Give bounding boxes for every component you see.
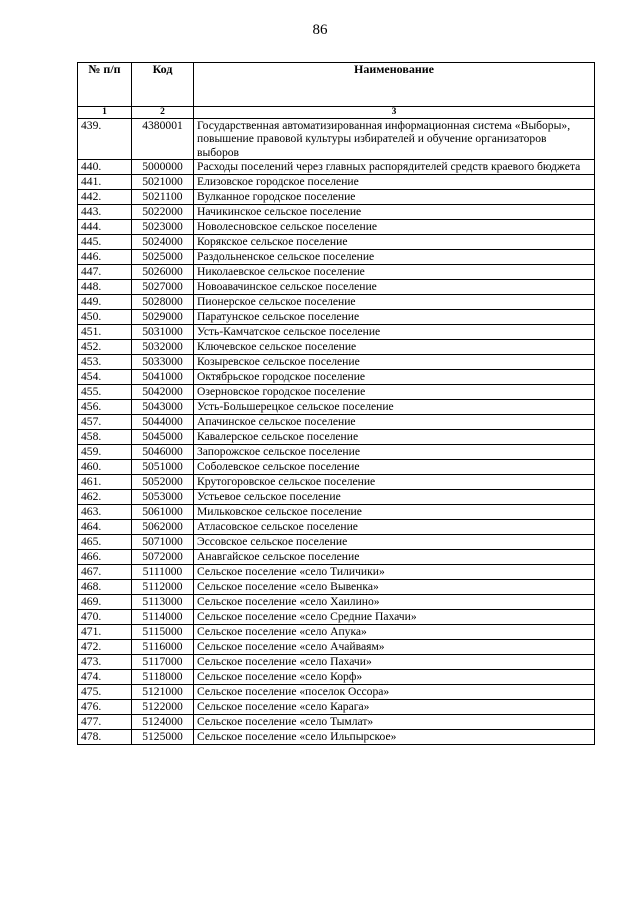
row-code-cell: 5052000 xyxy=(132,475,194,490)
row-number-cell: 466. xyxy=(78,550,132,565)
row-name-cell: Крутогоровское сельское поселение xyxy=(194,475,595,490)
row-number-cell: 449. xyxy=(78,295,132,310)
row-code-cell: 5021100 xyxy=(132,190,194,205)
table-row xyxy=(78,160,595,175)
row-code-cell: 5112000 xyxy=(132,580,194,595)
row-code-cell: 5027000 xyxy=(132,280,194,295)
row-code-cell: 5022000 xyxy=(132,205,194,220)
row-name-cell: Сельское поселение «село Хаилино» xyxy=(194,595,595,610)
row-number-cell: 460. xyxy=(78,460,132,475)
row-number-cell: 453. xyxy=(78,355,132,370)
table-row xyxy=(78,715,595,730)
row-number-cell: 465. xyxy=(78,535,132,550)
table-row xyxy=(78,520,595,535)
row-number-cell: 451. xyxy=(78,325,132,340)
row-code-cell: 5041000 xyxy=(132,370,194,385)
header-num: № п/п xyxy=(78,63,132,107)
row-number-cell: 476. xyxy=(78,700,132,715)
row-number-cell: 471. xyxy=(78,625,132,640)
row-number-cell: 445. xyxy=(78,235,132,250)
row-code-cell: 5124000 xyxy=(132,715,194,730)
row-code-cell: 5115000 xyxy=(132,625,194,640)
row-number-cell: 447. xyxy=(78,265,132,280)
table-row xyxy=(78,400,595,415)
row-code-cell: 5046000 xyxy=(132,445,194,460)
table-row xyxy=(78,625,595,640)
row-code-cell: 5116000 xyxy=(132,640,194,655)
row-name-cell: Сельское поселение «село Вывенка» xyxy=(194,580,595,595)
table-row xyxy=(78,685,595,700)
row-code-cell: 5117000 xyxy=(132,655,194,670)
row-name-cell: Сельское поселение «село Ачайваям» xyxy=(194,640,595,655)
row-name-cell: Сельское поселение «село Средние Пахачи» xyxy=(194,610,595,625)
row-name-cell: Сельское поселение «село Пахачи» xyxy=(194,655,595,670)
table-row xyxy=(78,490,595,505)
row-code-cell: 4380001 xyxy=(132,119,194,160)
table-row xyxy=(78,640,595,655)
row-code-cell: 5051000 xyxy=(132,460,194,475)
row-name-cell: Раздольненское сельское поселение xyxy=(194,250,595,265)
table-row xyxy=(78,250,595,265)
table-row xyxy=(78,325,595,340)
row-number-cell: 470. xyxy=(78,610,132,625)
table-row xyxy=(78,655,595,670)
row-name-cell: Корякское сельское поселение xyxy=(194,235,595,250)
row-name-cell: Вулканное городское поселение xyxy=(194,190,595,205)
row-code-cell: 5031000 xyxy=(132,325,194,340)
row-number-cell: 478. xyxy=(78,730,132,745)
row-name-cell: Сельское поселение «село Тиличики» xyxy=(194,565,595,580)
row-name-cell: Сельское поселение «село Ильпырское» xyxy=(194,730,595,745)
registry-table xyxy=(77,62,595,745)
table-row xyxy=(78,295,595,310)
row-code-cell: 5062000 xyxy=(132,520,194,535)
row-code-cell: 5026000 xyxy=(132,265,194,280)
row-number-cell: 444. xyxy=(78,220,132,235)
row-code-cell: 5044000 xyxy=(132,415,194,430)
row-name-cell: Сельское поселение «село Апука» xyxy=(194,625,595,640)
row-name-cell: Устьевое сельское поселение xyxy=(194,490,595,505)
row-number-cell: 441. xyxy=(78,175,132,190)
row-name-cell: Расходы поселений через главных распорядителей средств краевого бюджета xyxy=(194,160,595,175)
row-code-cell: 5042000 xyxy=(132,385,194,400)
row-number-cell: 463. xyxy=(78,505,132,520)
row-code-cell: 5118000 xyxy=(132,670,194,685)
row-code-cell: 5033000 xyxy=(132,355,194,370)
table-row xyxy=(78,580,595,595)
row-number-cell: 446. xyxy=(78,250,132,265)
row-name-cell: Октябрьское городское поселение xyxy=(194,370,595,385)
table-row xyxy=(78,475,595,490)
table-row xyxy=(78,175,595,190)
row-name-cell: Атласовское сельское поселение xyxy=(194,520,595,535)
row-code-cell: 5053000 xyxy=(132,490,194,505)
row-number-cell: 456. xyxy=(78,400,132,415)
table-row xyxy=(78,595,595,610)
row-number-cell: 452. xyxy=(78,340,132,355)
row-code-cell: 5032000 xyxy=(132,340,194,355)
row-name-cell: Сельское поселение «поселок Оссора» xyxy=(194,685,595,700)
table-row xyxy=(78,340,595,355)
row-number-cell: 443. xyxy=(78,205,132,220)
row-name-cell: Сельское поселение «село Тымлат» xyxy=(194,715,595,730)
page-number: 86 xyxy=(312,22,328,38)
row-code-cell: 5023000 xyxy=(132,220,194,235)
row-name-cell: Апачинское сельское поселение xyxy=(194,415,595,430)
table-row xyxy=(78,550,595,565)
row-number-cell: 455. xyxy=(78,385,132,400)
table-row xyxy=(78,565,595,580)
row-code-cell: 5024000 xyxy=(132,235,194,250)
table-row xyxy=(78,460,595,475)
header-code: Код xyxy=(132,63,194,107)
row-code-cell: 5113000 xyxy=(132,595,194,610)
row-name-cell: Пионерское сельское поселение xyxy=(194,295,595,310)
table-row xyxy=(78,445,595,460)
table-row xyxy=(78,370,595,385)
table-row xyxy=(78,430,595,445)
table-row xyxy=(78,220,595,235)
row-name-cell: Озерновское городское поселение xyxy=(194,385,595,400)
row-name-cell: Новоавачинское сельское поселение xyxy=(194,280,595,295)
table-row xyxy=(78,205,595,220)
row-code-cell: 5028000 xyxy=(132,295,194,310)
table-row xyxy=(78,119,595,160)
table-row xyxy=(78,355,595,370)
row-code-cell: 5000000 xyxy=(132,160,194,175)
row-number-cell: 469. xyxy=(78,595,132,610)
row-name-cell: Николаевское сельское поселение xyxy=(194,265,595,280)
row-name-cell: Кавалерское сельское поселение xyxy=(194,430,595,445)
table-row xyxy=(78,235,595,250)
table-row xyxy=(78,190,595,205)
row-name-cell: Сельское поселение «село Корф» xyxy=(194,670,595,685)
row-code-cell: 5071000 xyxy=(132,535,194,550)
row-name-cell: Сельское поселение «село Карага» xyxy=(194,700,595,715)
row-name-cell: Запорожское сельское поселение xyxy=(194,445,595,460)
row-name-cell: Елизовское городское поселение xyxy=(194,175,595,190)
table-row xyxy=(78,415,595,430)
row-number-cell: 448. xyxy=(78,280,132,295)
row-number-cell: 461. xyxy=(78,475,132,490)
table-row xyxy=(78,310,595,325)
table-row xyxy=(78,280,595,295)
row-name-cell: Паратунское сельское поселение xyxy=(194,310,595,325)
table-body xyxy=(78,119,595,745)
row-number-cell: 450. xyxy=(78,310,132,325)
row-number-cell: 473. xyxy=(78,655,132,670)
row-number-cell: 454. xyxy=(78,370,132,385)
header-name: Наименование xyxy=(194,63,595,107)
row-name-cell: Ключевское сельское поселение xyxy=(194,340,595,355)
row-number-cell: 464. xyxy=(78,520,132,535)
row-code-cell: 5114000 xyxy=(132,610,194,625)
row-number-cell: 439. xyxy=(78,119,132,160)
table-row xyxy=(78,535,595,550)
row-name-cell: Анавгайское сельское поселение xyxy=(194,550,595,565)
row-number-cell: 442. xyxy=(78,190,132,205)
column-number-3: 3 xyxy=(194,107,595,119)
table-row xyxy=(78,670,595,685)
row-code-cell: 5029000 xyxy=(132,310,194,325)
row-number-cell: 474. xyxy=(78,670,132,685)
row-name-cell: Усть-Большерецкое сельское поселение xyxy=(194,400,595,415)
row-number-cell: 462. xyxy=(78,490,132,505)
row-code-cell: 5125000 xyxy=(132,730,194,745)
header-row xyxy=(78,63,595,107)
table-row xyxy=(78,610,595,625)
row-number-cell: 472. xyxy=(78,640,132,655)
table-row xyxy=(78,505,595,520)
row-name-cell: Козыревское сельское поселение xyxy=(194,355,595,370)
row-name-cell: Соболевское сельское поселение xyxy=(194,460,595,475)
table-row xyxy=(78,385,595,400)
row-code-cell: 5025000 xyxy=(132,250,194,265)
row-code-cell: 5061000 xyxy=(132,505,194,520)
row-name-cell: Усть-Камчатское сельское поселение xyxy=(194,325,595,340)
row-number-cell: 458. xyxy=(78,430,132,445)
row-name-cell: Государственная автоматизированная информационная система «Выборы», повышение правовой культуры избирателей и обучение организаторов выборов xyxy=(194,119,595,160)
row-number-cell: 477. xyxy=(78,715,132,730)
row-code-cell: 5122000 xyxy=(132,700,194,715)
row-number-cell: 468. xyxy=(78,580,132,595)
row-code-cell: 5121000 xyxy=(132,685,194,700)
row-number-cell: 475. xyxy=(78,685,132,700)
column-number-row xyxy=(78,107,595,119)
row-code-cell: 5072000 xyxy=(132,550,194,565)
row-number-cell: 467. xyxy=(78,565,132,580)
column-number-2: 2 xyxy=(132,107,194,119)
row-code-cell: 5045000 xyxy=(132,430,194,445)
row-number-cell: 459. xyxy=(78,445,132,460)
row-number-cell: 457. xyxy=(78,415,132,430)
row-name-cell: Начикинское сельское поселение xyxy=(194,205,595,220)
column-number-1: 1 xyxy=(78,107,132,119)
table-row xyxy=(78,730,595,745)
row-code-cell: 5043000 xyxy=(132,400,194,415)
row-name-cell: Новолесновское сельское поселение xyxy=(194,220,595,235)
table-row xyxy=(78,700,595,715)
row-name-cell: Мильковское сельское поселение xyxy=(194,505,595,520)
table-row xyxy=(78,265,595,280)
row-code-cell: 5111000 xyxy=(132,565,194,580)
row-name-cell: Эссовское сельское поселение xyxy=(194,535,595,550)
row-number-cell: 440. xyxy=(78,160,132,175)
row-code-cell: 5021000 xyxy=(132,175,194,190)
